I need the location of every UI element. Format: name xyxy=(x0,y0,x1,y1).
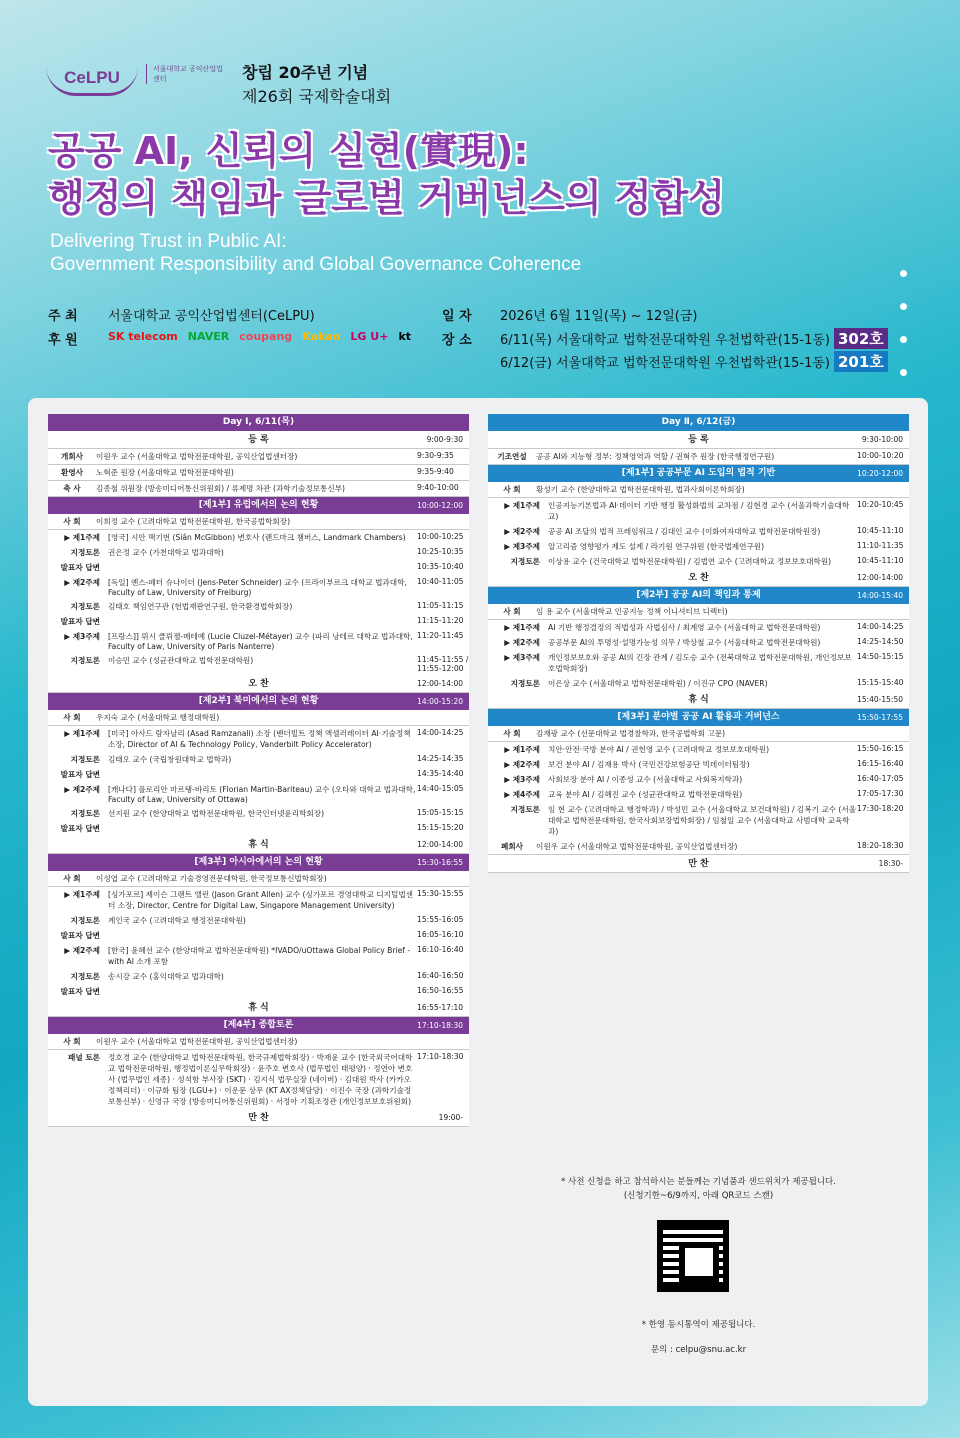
row-text: 이원우 교수 (서울대학교 법학전문대학원, 공익산업법센터장) xyxy=(96,1037,298,1046)
topic-time: 16:05-16:10 xyxy=(417,930,464,939)
topic-role: ▶ 제1주제 xyxy=(504,745,540,754)
schedule-row xyxy=(48,465,469,481)
celpu-logo xyxy=(46,64,221,100)
topic-row xyxy=(48,767,469,782)
schedule-break: 휴 식 15:40-15:50 xyxy=(488,691,909,709)
venue-day2 xyxy=(500,351,888,372)
row-role: 사 회 xyxy=(63,874,81,883)
contact-note: 문의 : celpu@snu.ac.kr xyxy=(650,1345,747,1355)
session-header: [제1부] 공공부문 AI 도입의 법적 기반 10:20-12:00 xyxy=(488,465,909,482)
interpretation-note: * 한영 동시통역이 제공됩니다. xyxy=(641,1320,756,1330)
topic-row xyxy=(48,545,469,560)
schedule-break: 오 찬 12:00-14:00 xyxy=(488,569,909,587)
row-role: 사 회 xyxy=(63,1037,81,1046)
topic-role: 발표자 답변 xyxy=(60,931,100,940)
topic-time: 10:40-11:05 xyxy=(417,577,464,586)
topic-text: 알고리즘 영향평가 제도 설계 / 라기원 연구위원 (한국법제연구원) xyxy=(548,542,765,551)
schedule-break: 휴 식 12:00-14:00 xyxy=(48,836,469,854)
topic-time: 16:50-16:55 xyxy=(417,986,464,995)
break-time: 9:00-9:30 xyxy=(426,435,463,444)
topic-row xyxy=(488,676,909,691)
topic-text: 개인정보보호와 공공 AI의 긴장 관계 / 김도승 교수 (전북대학교 법학전문대학원, 개인정보보호법학회장) xyxy=(548,653,852,673)
topic-row xyxy=(48,575,469,599)
row-time: 9:35-9:40 xyxy=(417,467,454,476)
topic-row xyxy=(488,802,909,839)
topic-role: 지정토론 xyxy=(70,548,100,557)
day1-schedule xyxy=(48,414,469,1127)
row-time: 10:00-10:20 xyxy=(857,451,904,460)
topic-time: 15:30-15:55 xyxy=(417,889,464,898)
session-time: 14:00-15:20 xyxy=(417,697,463,706)
topic-text xyxy=(104,769,417,780)
topic-role: ▶ 제2주제 xyxy=(64,946,100,955)
title-line-1: 공공 AI, 신뢰의 실현(實現): xyxy=(48,129,529,173)
topic-time: 10:00-10:25 xyxy=(417,532,464,541)
qr-code[interactable] xyxy=(657,1220,729,1292)
topic-role: ▶ 제1주제 xyxy=(64,533,100,542)
session-header: [제3부] 아시아에서의 논의 현황 15:30-16:55 xyxy=(48,854,469,871)
topic-time: 15:05-15:15 xyxy=(417,808,464,817)
topic-row xyxy=(48,1050,469,1109)
topic-role: 발표자 답변 xyxy=(60,824,100,833)
row-time xyxy=(417,873,469,884)
session-time: 10:20-12:00 xyxy=(857,469,903,478)
topic-text: [독일] 옌스-페터 슈나이더 (Jens-Peter Schneider) 교수 (프라이부르크 대학교 법과대학, Faculty of Law, University of Freiburg) xyxy=(108,578,407,597)
conference-label: 제26회 국제학술대회 xyxy=(242,87,392,106)
session-time: 15:30-16:55 xyxy=(417,858,463,867)
session-header: [제4부] 종합토론 17:10-18:30 xyxy=(48,1017,469,1034)
topic-time: 16:40-17:05 xyxy=(857,774,904,783)
topic-role: 발표자 답변 xyxy=(60,770,100,779)
row-text: 노혁준 원장 (서울대학교 법학전문대학원) xyxy=(96,468,234,477)
topic-role: 지정토론 xyxy=(70,916,100,925)
topic-time: 14:00-14:25 xyxy=(417,728,464,737)
row-time: 18:20-18:30 xyxy=(857,841,904,850)
session-header: [제1부] 유럽에서의 논의 현황 10:00-12:00 xyxy=(48,497,469,514)
schedule-break: 등 록 9:00-9:30 xyxy=(48,431,469,449)
topic-row xyxy=(488,772,909,787)
session-header: [제2부] 공공 AI의 책임과 통제 14:00-15:40 xyxy=(488,587,909,604)
topic-row xyxy=(48,653,469,675)
row-text: 이희정 교수 (고려대학교 법학전문대학원, 한국공법학회장) xyxy=(96,517,291,526)
topic-time: 11:05-11:15 xyxy=(417,601,464,610)
topic-role: 발표자 답변 xyxy=(60,617,100,626)
break-time: 16:55-17:10 xyxy=(417,1003,463,1012)
topic-role: 지정토론 xyxy=(70,602,100,611)
schedule-break: 만 찬 18:30- xyxy=(488,855,909,873)
topic-time: 14:50-15:15 xyxy=(857,652,904,661)
topic-row xyxy=(48,560,469,575)
schedule-row xyxy=(48,710,469,726)
row-text: 임 용 교수 (서울대학교 인공지능 정책 이니셔티브 디렉터) xyxy=(536,607,728,616)
topic-row xyxy=(488,757,909,772)
topic-role: ▶ 제3주제 xyxy=(64,632,100,641)
topic-time: 15:15-15:20 xyxy=(417,823,464,832)
topic-row xyxy=(48,599,469,614)
sponsor-logo: kt xyxy=(398,330,412,343)
sponsor-logo: SK telecom xyxy=(108,330,178,343)
sponsor-logo: coupang xyxy=(239,330,293,343)
row-role: 사 회 xyxy=(503,607,521,616)
session-time: 15:50-17:55 xyxy=(857,713,903,722)
topic-time: 11:10-11:35 xyxy=(857,541,904,550)
logo-mark: CeLPU xyxy=(46,66,138,96)
topic-time: 14:25-14:50 xyxy=(857,637,904,646)
topic-time: 10:25-10:35 xyxy=(417,547,464,556)
topic-row xyxy=(48,752,469,767)
schedule-break: 등 록 9:30-10:00 xyxy=(488,431,909,449)
topic-time: 16:10-16:40 xyxy=(417,945,464,954)
topic-row xyxy=(48,629,469,653)
row-time xyxy=(857,484,909,495)
anniversary-label: 창립 20주년 기념 xyxy=(242,63,369,82)
break-time: 19:00- xyxy=(438,1113,463,1122)
date-label: 일 자 xyxy=(442,309,472,324)
topic-row xyxy=(488,554,909,569)
row-time xyxy=(417,712,469,723)
break-time: 12:00-14:00 xyxy=(417,679,463,688)
row-text: 공공 AI와 지능형 정부: 정책영역과 역할 / 권혁주 원장 (한국행정연구원) xyxy=(536,452,775,461)
topic-text xyxy=(104,930,417,941)
topic-role: ▶ 제1주제 xyxy=(504,623,540,632)
topic-role: 지정토론 xyxy=(70,972,100,981)
topic-row xyxy=(488,742,909,757)
row-role: 개회사 xyxy=(60,452,83,461)
day-header: Day Ⅱ, 6/12(금) xyxy=(488,414,909,431)
english-line-1: Delivering Trust in Public AI: xyxy=(50,231,287,252)
topic-time: 10:20-10:45 xyxy=(857,500,904,509)
row-role: 사 회 xyxy=(503,729,521,738)
schedule-break: 만 찬 19:00- xyxy=(48,1109,469,1127)
sponsor-logo: NAVER xyxy=(187,330,230,343)
topic-text: 김태오 교수 (국립창원대학교 법학과) xyxy=(108,755,232,764)
topic-row xyxy=(48,943,469,969)
topic-time: 14:00-14:25 xyxy=(857,622,904,631)
row-role: 사 회 xyxy=(63,517,81,526)
topic-text: 교육 분야 AI / 김혜진 교수 (성균관대학교 법학전문대학원) xyxy=(548,790,743,799)
main-title xyxy=(48,128,725,222)
topic-text: [한국] 윤혜선 교수 (한양대학교 법학전문대학원) *IVADO/uOttawa Global Policy Brief - with AI 소개 포함 xyxy=(108,946,411,966)
topic-role: ▶ 제2주제 xyxy=(64,785,100,794)
schedule-row xyxy=(488,839,909,855)
topic-role: ▶ 제2주제 xyxy=(504,638,540,647)
sponsor-logo: LG U+ xyxy=(350,330,389,343)
row-time: 9:30-9:35 xyxy=(417,451,454,460)
logo-subtitle: 서울대학교 공익산업법센터 xyxy=(146,64,226,84)
topic-role: ▶ 제2주제 xyxy=(504,527,540,536)
topic-role: 지정토론 xyxy=(70,755,100,764)
topic-role: ▶ 제1주제 xyxy=(504,501,540,510)
sponsor-logo: Kakao xyxy=(302,330,341,343)
topic-row xyxy=(488,650,909,676)
topic-time: 11:45-11:55 / 11:55-12:00 xyxy=(417,655,469,673)
row-text: 이원우 교수 (서울대학교 법학전문대학원, 공익산업법센터장) xyxy=(536,842,738,851)
topic-role: ▶ 제1주제 xyxy=(64,729,100,738)
room-201: 201호 xyxy=(834,351,888,372)
venue-label: 장 소 xyxy=(442,333,472,348)
row-text: 이원우 교수 (서울대학교 법학전문대학원, 공익산업법센터장) xyxy=(96,452,298,461)
topic-role: 지정토론 xyxy=(510,557,540,566)
venue-day2-text: 6/12(금) 서울대학교 법학전문대학원 우천법학관(15-1동) xyxy=(500,356,830,371)
schedule-row xyxy=(48,871,469,887)
topic-row xyxy=(48,913,469,928)
row-role: 사 회 xyxy=(503,485,521,494)
topic-row xyxy=(488,635,909,650)
topic-text: 송시강 교수 (홍익대학교 법과대학) xyxy=(108,972,224,981)
topic-text: 공공 AI 조달의 법적 프레임워크 / 김대인 교수 (이화여자대학교 법학전문대학원장) xyxy=(548,527,821,536)
row-text: 황성기 교수 (한양대학교 법학전문대학원, 법과사회이론학회장) xyxy=(536,485,745,494)
break-time: 12:00-14:00 xyxy=(417,840,463,849)
topic-role: ▶ 제3주제 xyxy=(504,775,540,784)
topic-text: 이은상 교수 (서울대학교 법학전문대학원) / 이진규 CPO (NAVER) xyxy=(548,679,768,688)
topic-role: 지정토론 xyxy=(70,809,100,818)
topic-time: 10:35-10:40 xyxy=(417,562,464,571)
schedule-row xyxy=(488,726,909,742)
schedule-break: 휴 식 16:55-17:10 xyxy=(48,999,469,1017)
topic-text: 인공지능기본법과 AI·데이터 기반 행정 활성화법의 교차점 / 김현경 교수 (서울과학기술대학교) xyxy=(548,501,850,521)
topic-row xyxy=(48,614,469,629)
row-time xyxy=(417,1036,469,1047)
session-time: 10:00-12:00 xyxy=(417,501,463,510)
venue-day1 xyxy=(500,328,888,349)
break-time: 15:40-15:50 xyxy=(857,695,903,704)
topic-row xyxy=(48,782,469,806)
topic-row xyxy=(48,969,469,984)
topic-time: 11:20-11:45 xyxy=(417,631,464,640)
row-role: 폐회사 xyxy=(500,842,523,851)
row-role: 기조연설 xyxy=(497,452,527,461)
topic-role: 지정토론 xyxy=(510,805,540,814)
topic-text: 이승민 교수 (성균관대학교 법학전문대학원) xyxy=(108,656,254,665)
topic-row xyxy=(48,806,469,821)
topic-role: ▶ 제2주제 xyxy=(64,578,100,587)
break-time: 9:30-10:00 xyxy=(861,435,903,444)
break-time: 12:00-14:00 xyxy=(857,573,903,582)
topic-time: 16:40-16:50 xyxy=(417,971,464,980)
row-time: 9:40-10:00 xyxy=(417,483,459,492)
topic-row xyxy=(488,787,909,802)
topic-text: AI 기반 행정결정의 적법성과 사법심사 / 최계영 교수 (서울대학교 법학전문대학원) xyxy=(548,623,821,632)
topic-row xyxy=(48,530,469,545)
row-role: 축 사 xyxy=(63,484,81,493)
row-time xyxy=(417,516,469,527)
topic-row xyxy=(48,928,469,943)
date-value: 2026년 6월 11일(목) ~ 12일(금) xyxy=(500,309,698,324)
schedule-row xyxy=(488,604,909,620)
day2-schedule xyxy=(488,414,909,873)
topic-time: 10:45-11:10 xyxy=(857,526,904,535)
topic-row xyxy=(488,524,909,539)
topic-text xyxy=(104,562,417,573)
row-time xyxy=(857,728,909,739)
decorative-dots xyxy=(900,270,907,402)
venue-day1-text: 6/11(목) 서울대학교 법학전문대학원 우천법학관(15-1동) xyxy=(500,333,830,348)
topic-text: 김태호 책임연구관 (헌법재판연구원, 한국환경법학회장) xyxy=(108,602,293,611)
english-title xyxy=(50,230,581,276)
topic-time: 14:35-14:40 xyxy=(417,769,464,778)
topic-row xyxy=(488,539,909,554)
topic-text xyxy=(104,986,417,997)
room-302: 302호 xyxy=(834,328,888,349)
topic-time: 14:40-15:05 xyxy=(417,784,464,793)
day-header: Day Ⅰ, 6/11(목) xyxy=(48,414,469,431)
topic-role: ▶ 제2주제 xyxy=(504,760,540,769)
host-label: 주 최 xyxy=(48,309,78,324)
title-line-2: 행정의 책임과 글로벌 거버넌스의 정합성 xyxy=(48,176,725,220)
sponsor-label: 후 원 xyxy=(48,333,78,348)
topic-time: 15:55-16:05 xyxy=(417,915,464,924)
sponsor-logos xyxy=(108,330,411,343)
schedule-break: 오 찬 12:00-14:00 xyxy=(48,675,469,693)
row-text: 우지숙 교수 (서울대학교 행정대학원) xyxy=(96,713,220,722)
schedule-row xyxy=(488,449,909,465)
topic-text: [싱가포르] 제이슨 그랜트 앨런 (Jason Grant Allen) 교수 (싱가포르 경영대학교 디지털법센터 소장, Director, Centre for Digital Law, Singapore Management University) xyxy=(108,890,414,910)
english-line-2: Government Responsibility and Global Governance Coherence xyxy=(50,254,582,275)
topic-role: 지정토론 xyxy=(510,679,540,688)
topic-text: 선지원 교수 (한양대학교 법학전문대학원, 한국인터넷윤리학회장) xyxy=(108,809,325,818)
schedule-row xyxy=(48,1034,469,1050)
topic-row xyxy=(488,498,909,524)
topic-text: 권은정 교수 (가천대학교 법과대학) xyxy=(108,548,224,557)
topic-role: ▶ 제3주제 xyxy=(504,542,540,551)
topic-text: 치안·안전·국방 분야 AI / 권헌영 교수 (고려대학교 정보보호대학원) xyxy=(548,745,770,754)
row-text: 김종철 위원장 (방송미디어통신위원회) / 류제명 차관 (과학기술정보통신부) xyxy=(96,484,345,493)
topic-time: 15:50-16:15 xyxy=(857,744,904,753)
topic-text: [프랑스]] 뤼시 클뤼젤-메테예 (Lucie Cluzel-Métayer) 교수 (파리 낭테르 대학교 법과대학, Faculty of Law, University of Paris Nanterre) xyxy=(108,632,413,651)
session-time: 14:00-15:40 xyxy=(857,591,903,600)
row-text: 김재광 교수 (선문대학교 법경찰학과, 한국공법학회 고문) xyxy=(536,729,726,738)
topic-time: 17:05-17:30 xyxy=(857,789,904,798)
topic-role: 지정토론 xyxy=(70,656,100,665)
schedule-row xyxy=(48,481,469,497)
row-text: 이성엽 교수 (고려대학교 기술경영전문대학원, 한국정보통신법학회장) xyxy=(96,874,327,883)
schedule-row xyxy=(488,482,909,498)
break-time: 18:30- xyxy=(878,859,903,868)
prereg-note: * 사전 신청을 하고 참석하시는 분들께는 기념품과 샌드위치가 제공됩니다. xyxy=(561,1177,836,1187)
topic-text: 계인국 교수 (고려대학교 행정전문대학원) xyxy=(108,916,246,925)
topic-time: 16:15-16:40 xyxy=(857,759,904,768)
topic-time: 17:30-18:20 xyxy=(857,804,904,813)
topic-row xyxy=(48,726,469,752)
topic-text: [영국] 시안 맥기번 (Siân McGibbon) 변호사 (랜드마크 챔버스, Landmark Chambers) xyxy=(108,533,406,542)
topic-text: [캐나다] 플로리안 마르탱-바리토 (Florian Martin-Bariteau) 교수 (오타와 대학교 법과대학, Faculty of Law, University of Ottawa) xyxy=(108,785,416,804)
topic-role: ▶ 제4주제 xyxy=(504,790,540,799)
topic-role: 패널 토론 xyxy=(68,1053,100,1062)
schedule-row xyxy=(48,449,469,465)
topic-time: 10:45-11:10 xyxy=(857,556,904,565)
topic-role: 발표자 답변 xyxy=(60,987,100,996)
poster-header xyxy=(0,0,960,400)
row-role: 환영사 xyxy=(60,468,83,477)
topic-text: 사회보장 분야 AI / 이종성 교수 (서울대학교 사회복지학과) xyxy=(548,775,743,784)
topic-role: ▶ 제1주제 xyxy=(64,890,100,899)
topic-time: 17:10-18:30 xyxy=(417,1052,464,1061)
topic-text: 이상용 교수 (건국대학교 법학전문대학원) / 김법연 교수 (고려대학교 정보보호대학원) xyxy=(548,557,832,566)
topic-text xyxy=(104,616,417,627)
topic-row xyxy=(48,821,469,836)
schedule-row xyxy=(48,514,469,530)
topic-time: 15:15-15:40 xyxy=(857,678,904,687)
topic-text: 보건 분야 AI / 김재용 박사 (국민건강보험공단 빅데이터팀장) xyxy=(548,760,750,769)
topic-time: 14:25-14:35 xyxy=(417,754,464,763)
topic-row xyxy=(488,620,909,635)
topic-text: 정호경 교수 (한양대학교 법학전문대학원, 한국규제법학회장) · 박재윤 교수 (한국외국어대학교 법학전문대학원, 행정법이론실무학회장) · 윤주호 변호사 (법무법인 태평양) · 정연아 변호사 (법무법인 세종) · 성석함 부사장 (SKT) · 김지식 법무실장 (네이버) · 김대원 박사 (카카오 정책리더) · 이규화 팀장 (LGU+) · 이운문 상무 (KT AX정책담당) · 이진수 국장 (과학기술정보통신부) · 신영규 국장 (방송미디어통신위원회) · 서정아 기획조정관 (개인정보보호위원회) xyxy=(108,1053,413,1106)
prereg-deadline: (신청기한~6/9까지, 아래 QR코드 스캔) xyxy=(623,1191,774,1201)
topic-text: 공공부문 AI의 투명성·설명가능성 의무 / 박상철 교수 (서울대학교 법학전문대학원) xyxy=(548,638,821,647)
topic-text: [미국] 아사드 람자날리 (Asad Ramzanali) 소장 (밴더빌트 정책 액셀러레이터 AI·기술정책 소장, Director of AI & Technology Policy, Vanderbilt Policy Accelerator) xyxy=(108,729,411,749)
session-time: 17:10-18:30 xyxy=(417,1021,463,1030)
session-header: [제2부] 북미에서의 논의 현황 14:00-15:20 xyxy=(48,693,469,710)
host-value: 서울대학교 공익산업법센터(CeLPU) xyxy=(108,309,315,324)
topic-text xyxy=(104,823,417,834)
topic-time: 11:15-11:20 xyxy=(417,616,464,625)
session-header: [제3부] 분야별 공공 AI 활용과 거버넌스 15:50-17:55 xyxy=(488,709,909,726)
topic-role: 발표자 답변 xyxy=(60,563,100,572)
row-time xyxy=(857,606,909,617)
topic-text: 임 현 교수 (고려대학교 행정학과) / 박성민 교수 (서울대학교 보건대학원) / 김복기 교수 (서울대학교 법학전문대학원, 한국사회보장법학회장) / 임철일 교수 (서울대학교 사범대학 교육학과) xyxy=(548,805,857,836)
row-role: 사 회 xyxy=(63,713,81,722)
topic-row xyxy=(48,984,469,999)
topic-row xyxy=(48,887,469,913)
topic-role: ▶ 제3주제 xyxy=(504,653,540,662)
